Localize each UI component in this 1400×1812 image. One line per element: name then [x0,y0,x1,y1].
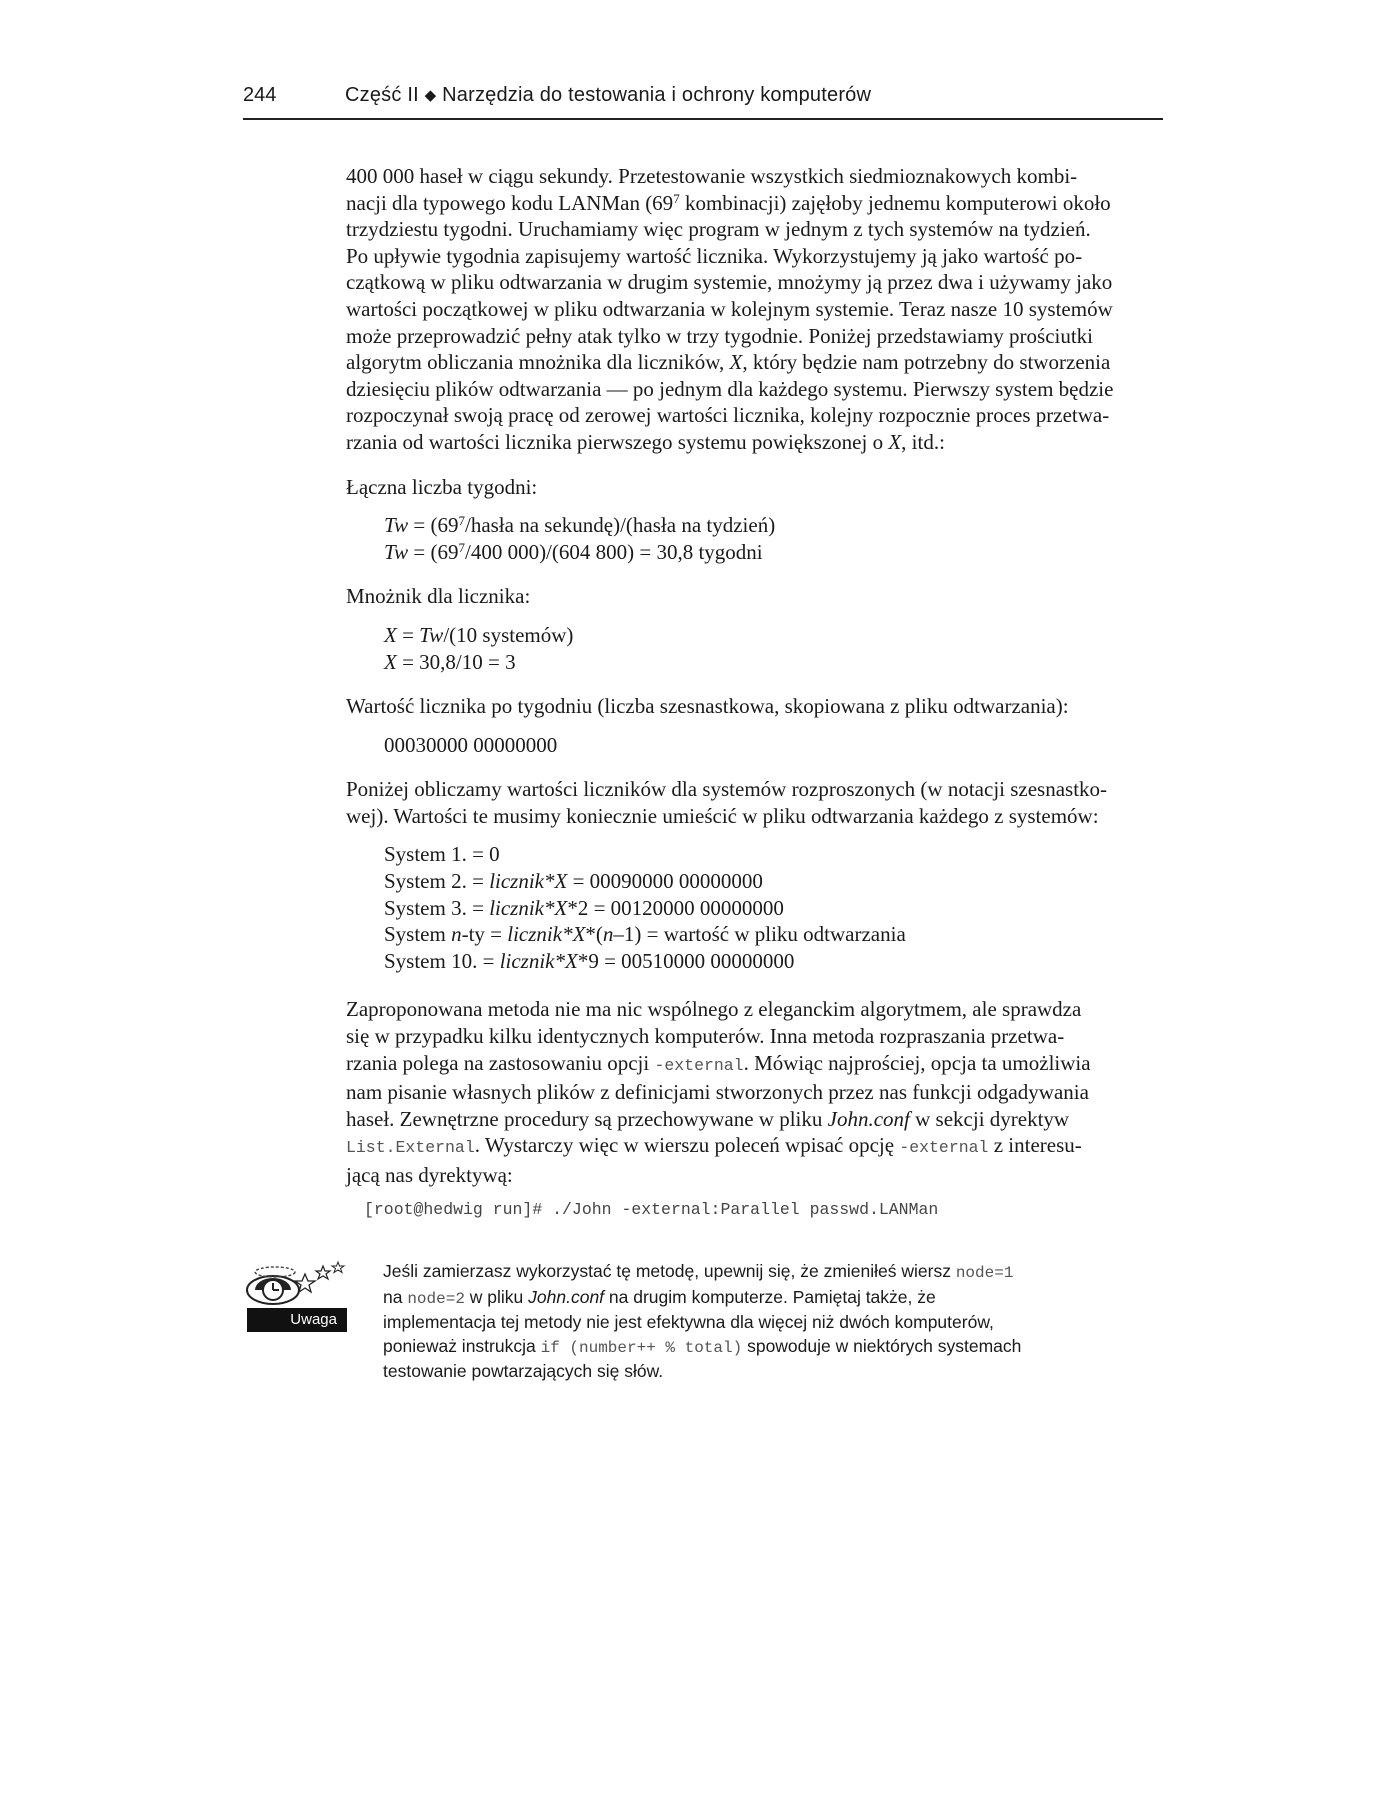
formula-line: X = 30,8/10 = 3 [384,649,516,674]
inline-code: node=2 [407,1289,465,1308]
text-line: wartości początkowej w pliku odtwarzania w kolejnym systemie. Teraz nasze 10 systemów [346,296,1113,321]
formula-line: X = Tw/(10 systemów) [384,622,574,647]
text-line: rozpoczynał swoją pracę od zerowej wartości licznika, kolejny rozpocznie proces przetwa- [346,403,1110,428]
command-line: [root@hedwig run]# ./John -external:Parallel passwd.LANMan [364,1199,939,1219]
page-header [243,84,1163,120]
system-line: System n-ty = licznik*X*(n–1) = wartość w pliku odtwarzania [384,922,906,947]
text-line: Jeśli zamierzasz wykorzystać tę metodę, upewnij się, że zmieniłeś wiersz node=1 [383,1261,1014,1282]
system-line: System 1. = 0 [384,842,500,867]
weeks-formula [346,512,1159,565]
distributed-paragraph [346,776,1159,829]
part-label: Część II [345,84,419,106]
counter-label: Wartość licznika po tygodniu (liczba szesnastkowa, skopiowana z pliku odtwarzania): [346,694,1069,719]
page-number: 244 [243,84,277,106]
text-line: czątkową w pliku odtwarzania w drugim systemie, mnożymy ją przez dwa i używamy jako [346,270,1113,295]
intro-paragraph [346,163,1159,456]
text-line: nacji dla typowego kodu LANMan ($69^7$ kombinacji) zajęłoby jednemu komputerowi około [346,190,1111,215]
text-line: jącą nas dyrektywą: [346,1163,513,1187]
multiplier-formula [346,622,1159,675]
formula-line: $Tw = (69^7/400$ 000)/(604 800) = 30,8 tygodni [384,539,763,564]
text-line: ponieważ instrukcja if (number++ % total) spowoduje w niektórych systemach [383,1335,1022,1357]
text-line: implementacja tej metody nie jest efektywna dla więcej niż dwóch komputerów, [383,1312,994,1332]
diamond-separator-icon: ◆ [424,87,437,104]
text-line: na node=2 w pliku John.conf na drugim komputerze. Pamiętaj także, że [383,1286,936,1308]
note-text [383,1260,1163,1384]
text-line: trzydziestu tygodni. Uruchamiamy więc program w jednym z tych systemów na tydzień. [346,217,1091,242]
running-head [345,84,871,107]
system-line: System 3. = licznik*X*2 = 00120000 00000000 [384,895,784,920]
text-line: Po upływie tygodnia zapisujemy wartość licznika. Wykorzystujemy ją jako wartość po- [346,243,1083,268]
chapter-title: Narzędzia do testowania i ochrony komputerów [442,84,872,106]
text-line: haseł. Zewnętrzne procedury są przechowywane w pliku John.conf w sekcji dyrektyw [346,1106,1070,1131]
closing-paragraph [346,996,1159,1188]
text-line: rzania od wartości licznika pierwszego systemu powiększonej o X, itd.: [346,429,945,454]
formula-line: $Tw = (69^7$/hasła na sekundę)/(hasła na tydzień) [384,513,776,538]
system-list [346,841,1159,974]
weeks-label: Łączna liczba tygodni: [346,474,538,499]
filename: John.conf [827,1106,910,1131]
text-line: wej). Wartości te musimy koniecznie umieścić w pliku odtwarzania każdego z systemów: [346,803,1099,828]
inline-code: -external [899,1138,989,1158]
system-line: System 10. = licznik*X*9 = 00510000 00000000 [384,948,795,973]
counter-value: 00030000 00000000 [384,732,558,757]
multiplier-label: Mnożnik dla licznika: [346,584,531,609]
inline-code: -external [654,1055,744,1075]
system-line: System 2. = licznik*X = 00090000 00000000 [384,869,763,894]
text-line: algorytm obliczania mnożnika dla liczników, X, który będzie nam potrzebny do stworzenia [346,350,1111,375]
filename: John.conf [528,1286,605,1307]
warning-stars-icon [243,1260,353,1330]
text-line: nam pisanie własnych plików z definicjami stworzonych przez nas funkcji odgadywania [346,1080,1089,1105]
inline-code: if (number++ % total) [540,1338,743,1357]
inline-code: node=1 [955,1264,1014,1282]
inline-code: List.External [346,1138,475,1158]
text-line: się w przypadku kilku identycznych komputerów. Inna metoda rozpraszania przetwa- [346,1024,1065,1049]
text-line: rzania polega na zastosowaniu opcji -external. Mówiąc najprościej, opcja ta umożliwia [346,1050,1091,1075]
text-line: testowanie powtarzających się słów. [383,1361,664,1381]
text-line: dziesięciu plików odtwarzania — po jednym dla każdego systemu. Pierwszy system będzie [346,376,1114,401]
main-content [346,163,1159,1223]
text-line: może przeprowadzić pełny atak tylko w trzy tygodnie. Poniżej przedstawiamy prościutki [346,323,1094,348]
note-box [243,1260,1163,1400]
text-line: 400 000 haseł w ciągu sekundy. Przetestowanie wszystkich siedmioznakowych kombi- [346,164,1078,188]
text-line: Poniżej obliczamy wartości liczników dla systemów rozproszonych (w notacji szesnastko- [346,777,1108,802]
text-line: Zaproponowana metoda nie ma nic wspólnego z eleganckim algorytmem, ale sprawdza [346,997,1082,1022]
text-line: List.External. Wystarczy więc w wierszu poleceń wpisać opcję -external z interesu- [346,1133,1082,1158]
note-badge: Uwaga [247,1308,347,1332]
